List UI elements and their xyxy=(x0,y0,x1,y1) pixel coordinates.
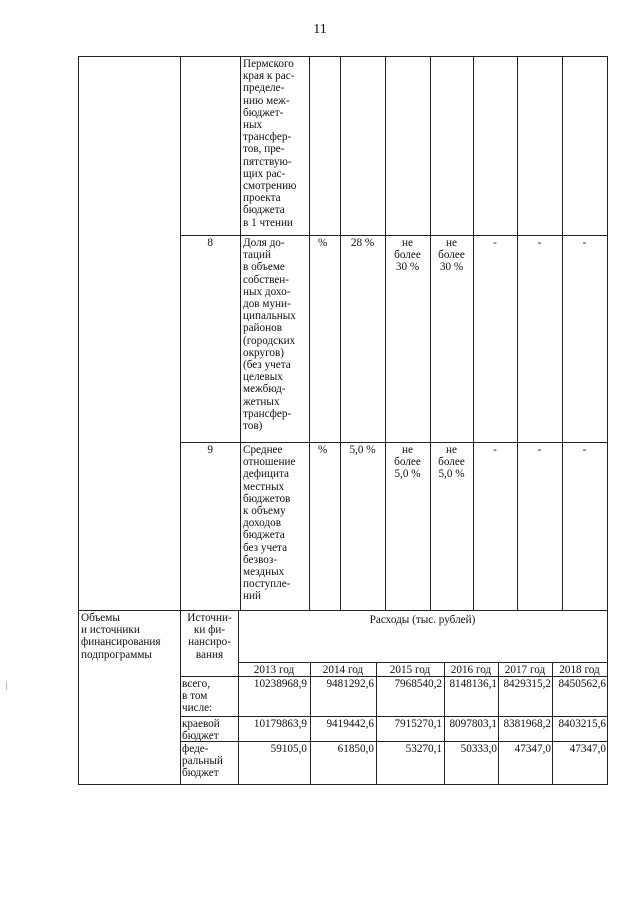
row-divider xyxy=(180,741,608,742)
finance-value: 8450562,6 xyxy=(558,678,606,690)
indicator-name: Среднее отношение дефицита местных бюджетов к объему доходов бюджета без учета безвоз- мездных поступле- ний xyxy=(243,444,296,603)
column-divider xyxy=(340,56,341,611)
finance-value: 50333,0 xyxy=(460,743,497,755)
row-divider xyxy=(180,235,608,236)
indicator-number: 8 xyxy=(207,237,213,249)
indicator-2017-value: - xyxy=(537,237,542,249)
indicator-unit: % xyxy=(318,237,328,249)
finance-value: 10238968,9 xyxy=(253,678,307,690)
column-divider xyxy=(473,56,474,611)
finance-source-label: краевой бюджет xyxy=(182,718,220,743)
scan-mark xyxy=(6,682,7,690)
column-divider xyxy=(562,56,563,611)
finance-section-divider xyxy=(78,610,608,611)
column-divider xyxy=(238,610,239,785)
indicator-2016-value: - xyxy=(493,237,497,249)
sources-header: Источни- ки фи- нансиро- вания xyxy=(187,612,232,661)
finance-value: 61850,0 xyxy=(337,743,374,755)
indicator-2014-value: не более 5,0 % xyxy=(394,444,421,481)
year-header: 2018 год xyxy=(559,664,600,676)
finance-value: 53270,1 xyxy=(405,743,442,755)
expenses-header: Расходы (тыс. рублей) xyxy=(369,614,476,626)
finance-value: 59105,0 xyxy=(270,743,307,755)
year-header: 2015 год xyxy=(389,664,431,676)
finance-value: 8097803,1 xyxy=(449,718,497,730)
indicator-number: 9 xyxy=(207,444,213,456)
finance-value: 7915270,1 xyxy=(394,718,442,730)
finance-value: 7968540,2 xyxy=(394,678,442,690)
column-divider xyxy=(309,56,310,611)
indicator-name: Пермского края к рас- пределе- нию меж- бюджет- ных трансфер- тов, пре- пятствую- щих рас- смотрению проекта бюджета в 1 чтении xyxy=(243,58,297,229)
finance-value: 9481292,6 xyxy=(326,678,374,690)
column-divider xyxy=(180,56,181,785)
finance-source-label: феде- ральный бюджет xyxy=(182,743,223,780)
indicator-2018-value: - xyxy=(582,237,587,249)
year-header: 2017 год xyxy=(504,664,546,676)
page-number: 11 xyxy=(313,22,327,37)
finance-source-label: всего, в том числе: xyxy=(182,678,213,715)
column-divider xyxy=(430,56,431,611)
finance-value: 8429315,2 xyxy=(503,678,551,690)
finance-section-label: Объемы и источники финансирования подпрограммы xyxy=(81,612,161,661)
year-header: 2013 год xyxy=(253,664,295,676)
finance-value: 8403215,6 xyxy=(558,718,606,730)
finance-value: 47347,0 xyxy=(514,743,551,755)
indicator-unit: % xyxy=(318,444,328,456)
indicator-2017-value: - xyxy=(537,444,542,456)
indicator-2014-value: не более 30 % xyxy=(394,237,421,274)
column-divider xyxy=(240,56,241,611)
finance-value: 8148136,1 xyxy=(449,678,497,690)
year-header: 2014 год xyxy=(322,664,364,676)
finance-value: 10179863,9 xyxy=(253,718,307,730)
finance-value: 8381968,2 xyxy=(503,718,551,730)
column-divider xyxy=(517,56,518,611)
indicator-name: Доля до- таций в объеме собствен- ных дохо- дов муни- ципальных районов (городских округов) (без учета целевых межбюд- жетных трансфер- тов) xyxy=(243,237,296,433)
year-header: 2016 год xyxy=(450,664,492,676)
indicator-2016-value: - xyxy=(493,444,497,456)
finance-value: 47347,0 xyxy=(569,743,606,755)
indicator-base-value: 28 % xyxy=(350,237,375,249)
table-left-border xyxy=(78,56,79,785)
column-divider xyxy=(385,56,386,611)
row-divider xyxy=(180,716,608,717)
indicator-2015-value: не более 30 % xyxy=(438,237,465,274)
indicator-base-value: 5,0 % xyxy=(349,444,376,456)
indicator-2015-value: не более 5,0 % xyxy=(438,444,465,481)
table-top-border xyxy=(78,56,608,57)
finance-value: 9419442,6 xyxy=(326,718,374,730)
table-right-border xyxy=(607,56,608,785)
table-bottom-border xyxy=(78,784,608,785)
indicator-2018-value: - xyxy=(582,444,587,456)
row-divider xyxy=(180,442,608,443)
